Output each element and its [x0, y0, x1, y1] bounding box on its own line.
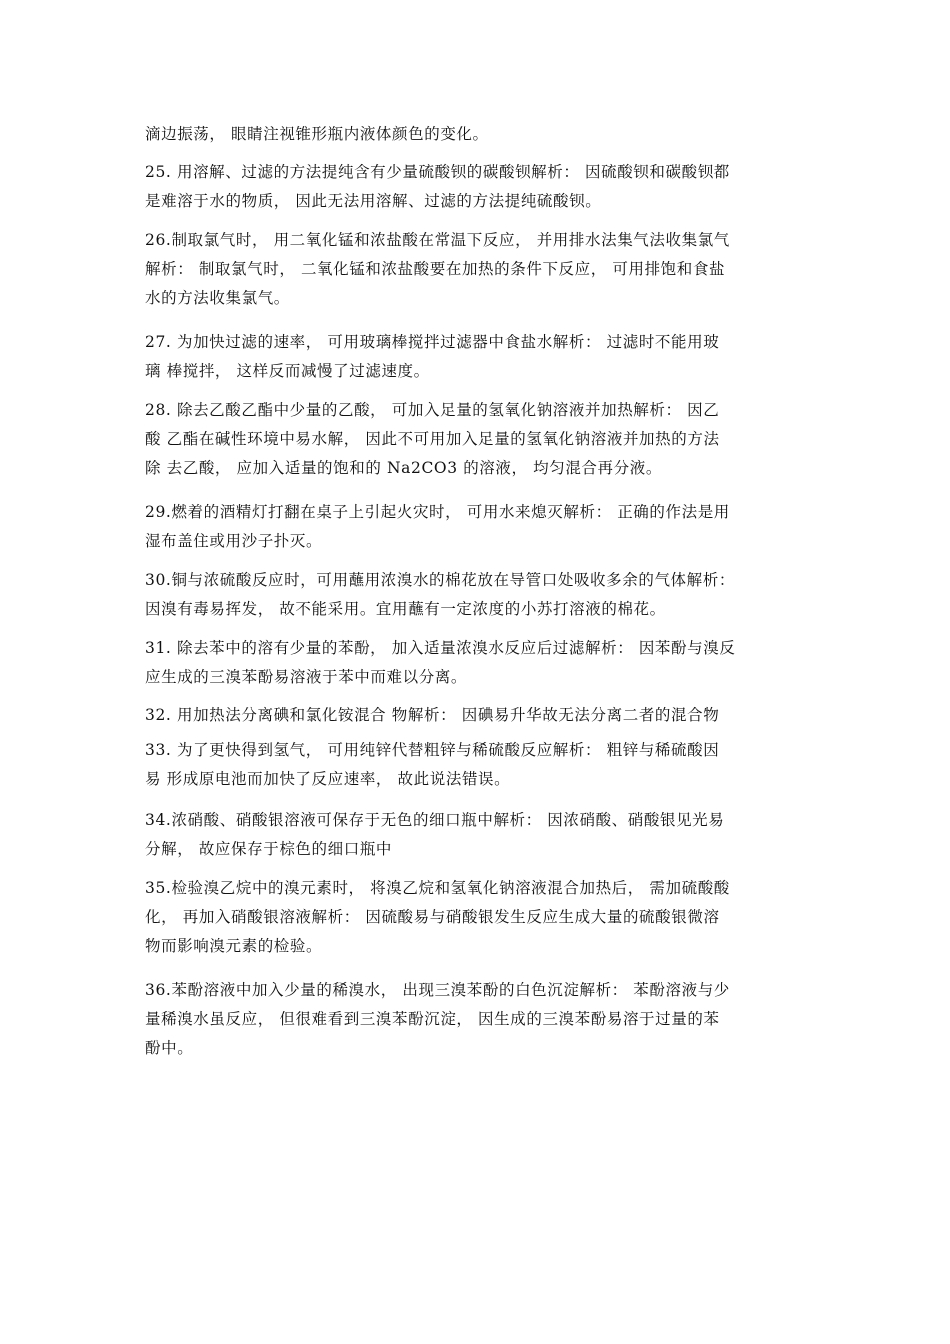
- paragraph-line: 酸 乙酯在碱性环境中易水解， 因此不可用加入足量的氢氧化钠溶液并加热的方法: [145, 430, 720, 448]
- paragraph-line: 28. 除去乙酸乙酯中少量的乙酸， 可加入足量的氢氧化钠溶液并加热解析： 因乙: [145, 401, 720, 419]
- paragraph-line: 35.检验溴乙烷中的溴元素时， 将溴乙烷和氢氧化钠溶液混合加热后， 需加硫酸酸: [145, 879, 730, 897]
- paragraph-line: 量稀溴水虽反应， 但很难看到三溴苯酚沉淀， 因生成的三溴苯酚易溶于过量的苯: [145, 1010, 720, 1028]
- paragraph-line: 物而影响溴元素的检验。: [145, 937, 323, 955]
- paragraph-line: 应生成的三溴苯酚易溶液于苯中而难以分离。: [145, 668, 468, 686]
- paragraph-item-29: [145, 498, 805, 556]
- paragraph-line: 27. 为加快过滤的速率， 可用玻璃棒搅拌过滤器中食盐水解析： 过滤时不能用玻: [145, 333, 720, 351]
- paragraph-item-33: [145, 736, 805, 794]
- paragraph-line: 酚中。: [145, 1039, 194, 1057]
- paragraph-item-35: [145, 874, 805, 961]
- paragraph-item-32: [145, 701, 805, 730]
- paragraph-line: 33. 为了更快得到氢气， 可用纯锌代替粗锌与稀硫酸反应解析： 粗锌与稀硫酸因: [145, 741, 720, 759]
- paragraph-line: 分解， 故应保存于棕色的细口瓶中: [145, 840, 393, 858]
- paragraph-line: 是难溶于水的物质， 因此无法用溶解、过滤的方法提纯硫酸钡。: [145, 192, 602, 210]
- paragraph-item-34: [145, 806, 805, 864]
- paragraph-item-31: [145, 634, 805, 692]
- paragraph-line: 25. 用溶解、过滤的方法提纯含有少量硫酸钡的碳酸钡解析： 因硫酸钡和碳酸钡都: [145, 163, 730, 181]
- paragraph-line: 滴边振荡， 眼睛注视锥形瓶内液体颜色的变化。: [145, 125, 489, 143]
- paragraph-line: 30.铜与浓硫酸反应时，可用蘸用浓溴水的棉花放在导管口处吸收多余的气体解析：: [145, 571, 735, 589]
- paragraph-line: 因溴有毒易挥发， 故不能采用。宜用蘸有一定浓度的小苏打溶液的棉花。: [145, 600, 666, 618]
- paragraph-line: 除 去乙酸， 应加入适量的饱和的 Na2CO3 的溶液， 均匀混合再分液。: [145, 459, 662, 477]
- paragraph-intro: [145, 120, 805, 149]
- paragraph-line: 29.燃着的酒精灯打翻在桌子上引起火灾时， 可用水来熄灭解析： 正确的作法是用: [145, 503, 730, 521]
- paragraph-line: 32. 用加热法分离碘和氯化铵混合 物解析： 因碘易升华故无法分离二者的混合物: [145, 706, 720, 724]
- paragraph-line: 易 形成原电池而加快了反应速率， 故此说法错误。: [145, 770, 511, 788]
- paragraph-line: 化， 再加入硝酸银溶液解析： 因硫酸易与硝酸银发生反应生成大量的硫酸银微溶: [145, 908, 720, 926]
- paragraph-line: 湿布盖住或用沙子扑灭。: [145, 532, 323, 550]
- paragraph-line: 水的方法收集氯气。: [145, 289, 290, 307]
- paragraph-item-28: [145, 396, 805, 483]
- paragraph-line: 26.制取氯气时， 用二氧化锰和浓盐酸在常温下反应， 并用排水法集气法收集氯气: [145, 231, 730, 249]
- paragraph-item-25: [145, 158, 805, 216]
- paragraph-line: 璃 棒搅拌， 这样反而减慢了过滤速度。: [145, 362, 430, 380]
- paragraph-line: 解析： 制取氯气时， 二氧化锰和浓盐酸要在加热的条件下反应， 可用排饱和食盐: [145, 260, 726, 278]
- paragraph-item-30: [145, 566, 805, 624]
- paragraph-line: 31. 除去苯中的溶有少量的苯酚， 加入适量浓溴水反应后过滤解析： 因苯酚与溴反: [145, 639, 736, 657]
- paragraph-line: 36.苯酚溶液中加入少量的稀溴水， 出现三溴苯酚的白色沉淀解析： 苯酚溶液与少: [145, 981, 730, 999]
- paragraph-item-26: [145, 226, 805, 313]
- paragraph-item-27: [145, 328, 805, 386]
- paragraph-line: 34.浓硝酸、硝酸银溶液可保存于无色的细口瓶中解析： 因浓硝酸、硝酸银见光易: [145, 811, 725, 829]
- paragraph-item-36: [145, 976, 805, 1063]
